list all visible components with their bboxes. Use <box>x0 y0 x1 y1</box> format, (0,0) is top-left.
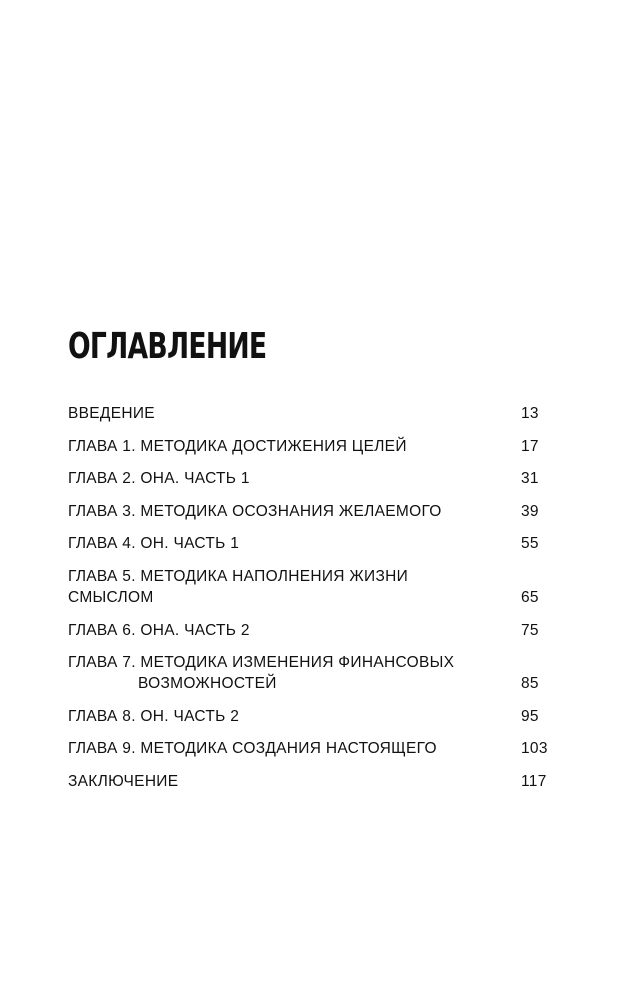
toc-entry-page-number: 39 <box>521 502 539 520</box>
toc-entry-label: ГЛАВА 1. МЕТОДИКА ДОСТИЖЕНИЯ ЦЕЛЕЙ <box>68 437 407 455</box>
toc-entry-chapter-5 <box>68 566 558 608</box>
toc-entry-page-number: 17 <box>521 437 539 455</box>
toc-entry-page-number: 95 <box>521 707 539 725</box>
toc-entry-page-number: 31 <box>521 470 539 488</box>
toc-entry-chapter-8 <box>68 706 558 727</box>
toc-entry-label: ГЛАВА 9. МЕТОДИКА СОЗДАНИЯ НАСТОЯЩЕГО <box>68 740 437 758</box>
toc-entry-chapter-7 <box>68 652 558 694</box>
page-title: ОГЛАВЛЕНИЕ <box>68 326 267 367</box>
toc-entry-label-continuation: ВОЗМОЖНОСТЕЙ <box>138 675 277 693</box>
toc-entry-label: ГЛАВА 2. ОНА. ЧАСТЬ 1 <box>68 470 250 488</box>
toc-entry-chapter-4 <box>68 533 558 554</box>
toc-entry-conclusion <box>68 771 558 792</box>
toc-entry-label: ГЛАВА 6. ОНА. ЧАСТЬ 2 <box>68 621 250 639</box>
toc-entry-page-number: 75 <box>521 621 539 639</box>
toc-entry-label: ВВЕДЕНИЕ <box>68 405 155 422</box>
toc-entry-page-number: 85 <box>521 675 539 693</box>
toc-entry-page-number: 13 <box>521 405 539 422</box>
toc-entry-label: ГЛАВА 4. ОН. ЧАСТЬ 1 <box>68 535 240 553</box>
toc-entry-chapter-6 <box>68 620 558 641</box>
toc-entry-chapter-1 <box>68 436 558 457</box>
toc-entry-label: ГЛАВА 8. ОН. ЧАСТЬ 2 <box>68 707 240 725</box>
toc-entry-page-number: 103 <box>521 740 548 758</box>
toc-entry-page-number: 55 <box>521 535 539 553</box>
toc-entry-label: ЗАКЛЮЧЕНИЕ <box>68 772 179 790</box>
toc-entry-label: ГЛАВА 5. МЕТОДИКА НАПОЛНЕНИЯ ЖИЗНИ СМЫСЛОМ <box>68 567 409 606</box>
toc-entry-chapter-3 <box>68 501 558 522</box>
toc-entry-label: ГЛАВА 3. МЕТОДИКА ОСОЗНАНИЯ ЖЕЛАЕМОГО <box>68 502 442 520</box>
toc-entry-page-number: 117 <box>521 772 547 790</box>
toc-entry-label: ГЛАВА 7. МЕТОДИКА ИЗМЕНЕНИЯ ФИНАНСОВЫХ <box>68 654 455 672</box>
toc-entry-chapter-9 <box>68 738 558 759</box>
toc-entry-introduction <box>68 403 558 424</box>
toc-entry-page-number: 65 <box>521 588 539 606</box>
table-of-contents <box>68 403 558 804</box>
toc-entry-chapter-2 <box>68 468 558 489</box>
